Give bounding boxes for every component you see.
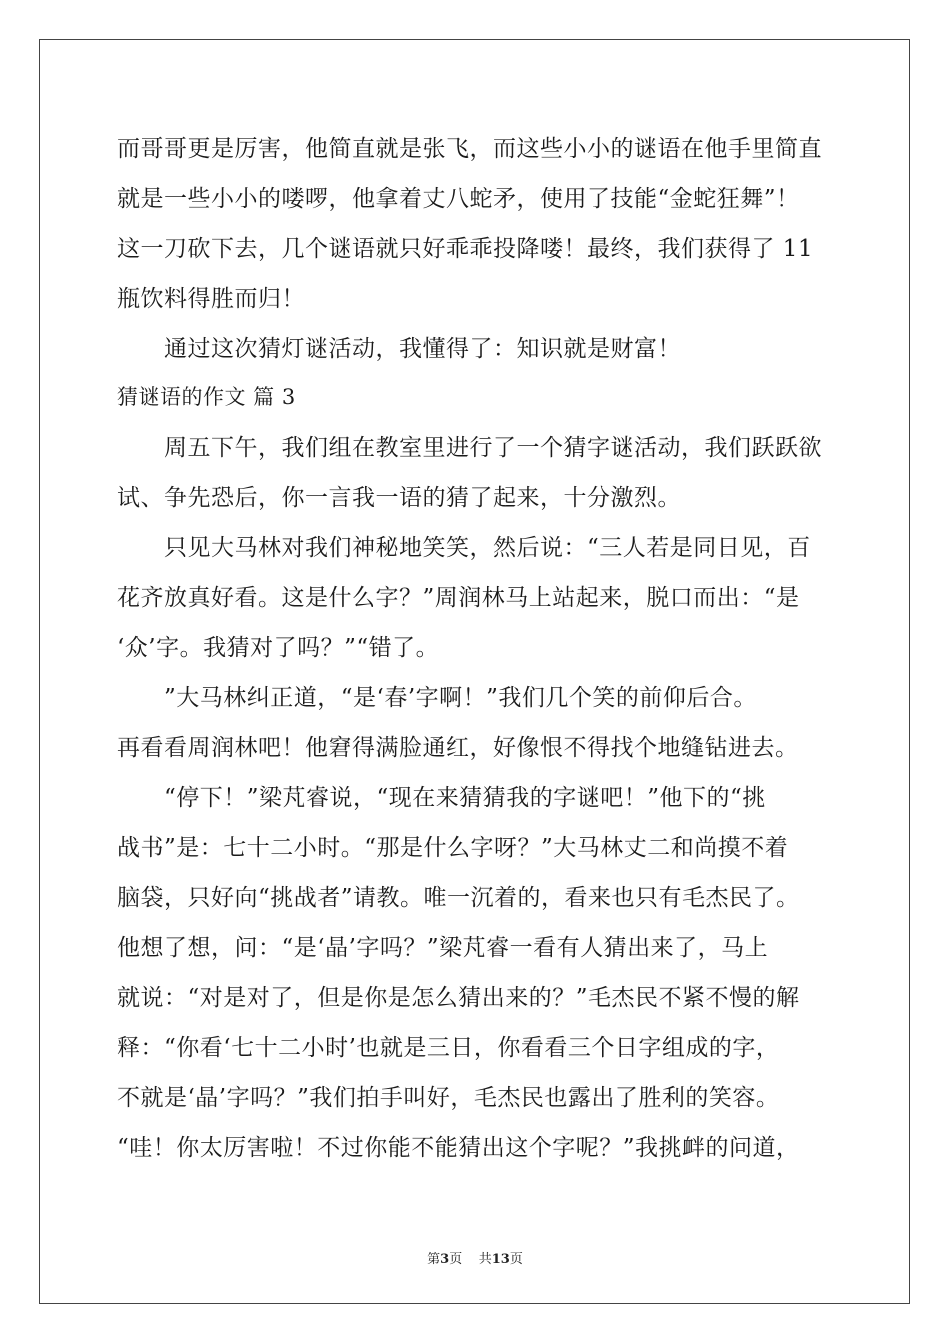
page-border — [39, 39, 910, 1304]
text-line: 瓶饮料得胜而归！ — [117, 286, 305, 312]
text-line: 试、争先恐后，你一言我一语的猜了起来，十分激烈。 — [117, 485, 681, 511]
paragraph-start: 只见大马林对我们神秘地笑笑，然后说：“三人若是同日见，百 — [164, 535, 811, 561]
text-line: 释：“你看‘七十二小时’也就是三日，你看看三个日字组成的字， — [117, 1035, 780, 1061]
paragraph-start: “停下！”梁芃睿说，“现在来猜猜我的字谜吧！”他下的“挑 — [164, 785, 766, 811]
text-line: “哇！你太厉害啦！不过你能不能猜出这个字呢？”我挑衅的问道， — [117, 1135, 800, 1161]
paragraph-start: 通过这次猜灯谜活动，我懂得了：知识就是财富！ — [164, 336, 681, 362]
footer-total-suffix: 页 — [509, 1252, 523, 1267]
footer-page-suffix: 页 — [449, 1252, 463, 1267]
footer-page-total: 13 — [491, 1252, 510, 1267]
paragraph-start: 周五下午，我们组在教室里进行了一个猜字谜活动，我们跃跃欲 — [164, 435, 822, 461]
text-line: 再看看周润林吧！他窘得满脸通红，好像恨不得找个地缝钻进去。 — [117, 735, 799, 761]
text-line: 脑袋，只好向“挑战者”请教。唯一沉着的，看来也只有毛杰民了。 — [117, 885, 800, 911]
text-line: 战书”是：七十二小时。“那是什么字呀？”大马林丈二和尚摸不着 — [117, 835, 789, 861]
page-footer — [0, 1248, 950, 1267]
paragraph-start: ”大马林纠正道，“是‘春’字啊！”我们几个笑的前仰后合。 — [164, 685, 757, 711]
text-line: 这一刀砍下去，几个谜语就只好乖乖投降喽！最终，我们获得了 11 — [117, 236, 814, 262]
section-heading: 猜谜语的作文 篇 3 — [117, 385, 296, 409]
text-line: 就说：“对是对了，但是你是怎么猜出来的？”毛杰民不紧不慢的解 — [117, 985, 800, 1011]
footer-page-current: 3 — [440, 1252, 450, 1267]
footer-total-prefix: 共 — [478, 1252, 492, 1267]
text-line: 而哥哥更是厉害，他简直就是张飞，而这些小小的谜语在他手里简直 — [117, 136, 822, 162]
text-line: 就是一些小小的喽啰，他拿着丈八蛇矛，使用了技能“金蛇狂舞”！ — [117, 186, 800, 212]
text-line: 他想了想，问：“是‘晶’字吗？”梁芃睿一看有人猜出来了，马上 — [117, 935, 769, 961]
text-line: 不就是‘晶’字吗？”我们拍手叫好，毛杰民也露出了胜利的笑容。 — [117, 1085, 780, 1111]
text-line: ‘众’字。我猜对了吗？”“错了。 — [117, 635, 440, 661]
text-line: 花齐放真好看。这是什么字？”周润林马上站起来，脱口而出：“是 — [117, 585, 800, 611]
footer-page-prefix: 第 — [427, 1252, 441, 1267]
